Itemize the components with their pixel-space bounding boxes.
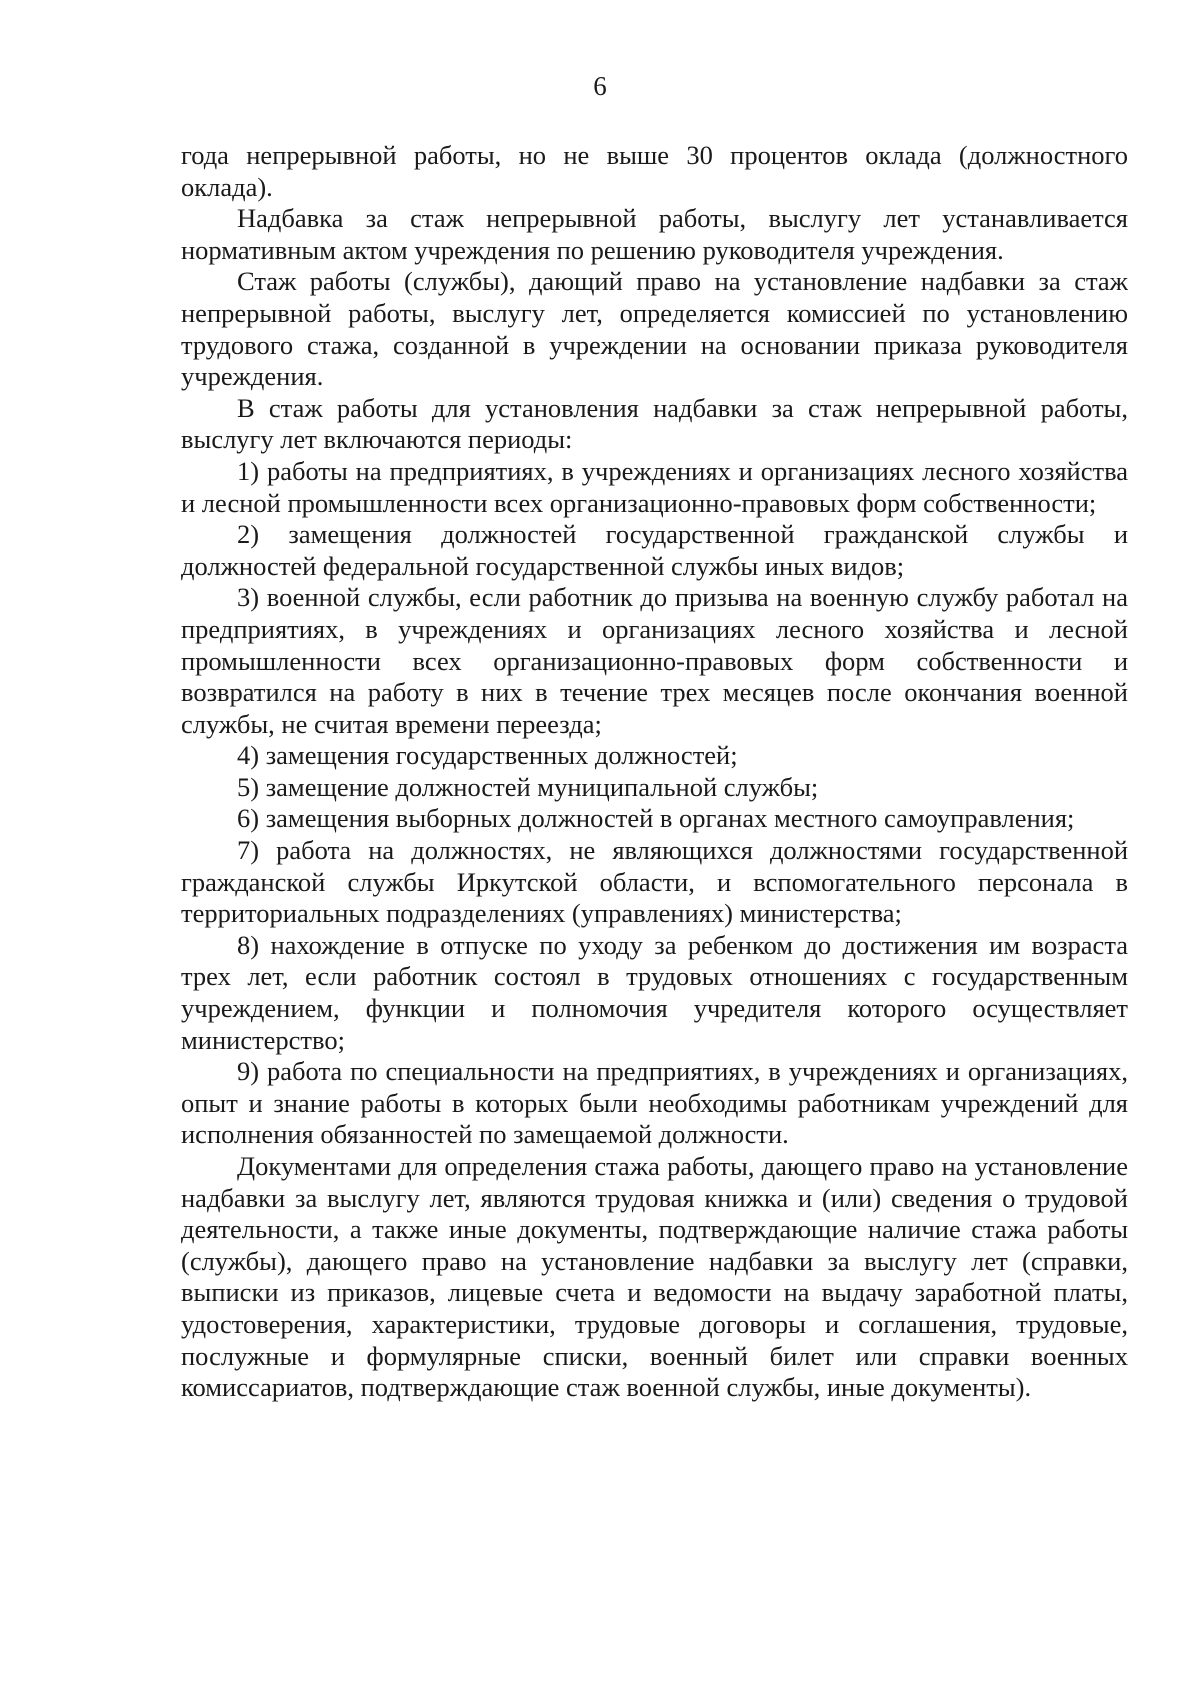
paragraph-periods-intro: В стаж работы для установления надбавки за стаж непрерывной работы, выслугу лет включаются периоды: xyxy=(181,392,1128,455)
paragraph-commission: Стаж работы (службы), дающий право на установление надбавки за стаж непрерывной работы, выслугу лет, определяется комиссией по установлению трудового стажа, созданной в учреждении на основании приказа руководителя учреждения. xyxy=(181,266,1128,392)
page-number: 6 xyxy=(593,71,607,101)
paragraph-documents: Документами для определения стажа работы, дающего право на установление надбавки за выслугу лет, являются трудовая книжка и (или) сведения о трудовой деятельности, а также иные документы, подтверждающие наличие стажа работы (службы), дающего право на установление надбавки за выслугу лет (справки, выписки из приказов, лицевые счета и ведомости на выдачу заработной платы, удостоверения, характеристики, трудовые договоры и соглашения, трудовые, послужные и формулярные списки, военный билет или справки военных комиссариатов, подтверждающие стаж военной службы, иные документы). xyxy=(181,1151,1128,1403)
document-body xyxy=(181,140,1128,1404)
list-item-4: 4) замещения государственных должностей; xyxy=(237,740,738,771)
list-item-6: 6) замещения выборных должностей в органах местного самоуправления; xyxy=(237,803,1075,834)
list-item-2: 2) замещения должностей государственной гражданской службы и должностей федеральной государственной службы иных видов; xyxy=(181,519,1128,581)
list-item-7: 7) работа на должностях, не являющихся должностями государственной гражданской службы Иркутской области, и вспомогательного персонала в территориальных подразделениях (управлениях) министерства; xyxy=(181,835,1128,929)
paragraph-continuation: года непрерывной работы, но не выше 30 процентов оклада (должностного оклада). xyxy=(181,140,1128,202)
list-item-9: 9) работа по специальности на предприятиях, в учреждениях и организациях, опыт и знание работы в которых были необходимы работникам учреждений для исполнения обязанностей по замещаемой должности. xyxy=(181,1056,1128,1150)
paragraph-bonus-establishment: Надбавка за стаж непрерывной работы, выслугу лет устанавливается нормативным актом учреждения по решению руководителя учреждения. xyxy=(181,203,1128,265)
list-item-8: 8) нахождение в отпуске по уходу за ребенком до достижения им возраста трех лет, если работник состоял в трудовых отношениях с государственным учреждением, функции и полномочия учредителя которого осуществляет министерство; xyxy=(181,929,1128,1055)
list-item-1: 1) работы на предприятиях, в учреждениях и организациях лесного хозяйства и лесной промышленности всех организационно-правовых форм собственности; xyxy=(181,455,1128,518)
list-item-3: 3) военной службы, если работник до призыва на военную службу работал на предприятиях, в учреждениях и организациях лесного хозяйства и лесной промышленности всех организационно-правовых форм собственности и возвратился на работу в них в течение трех месяцев после окончания военной службы, не считая времени переезда; xyxy=(181,582,1128,739)
list-item-5: 5) замещение должностей муниципальной службы; xyxy=(237,771,819,802)
